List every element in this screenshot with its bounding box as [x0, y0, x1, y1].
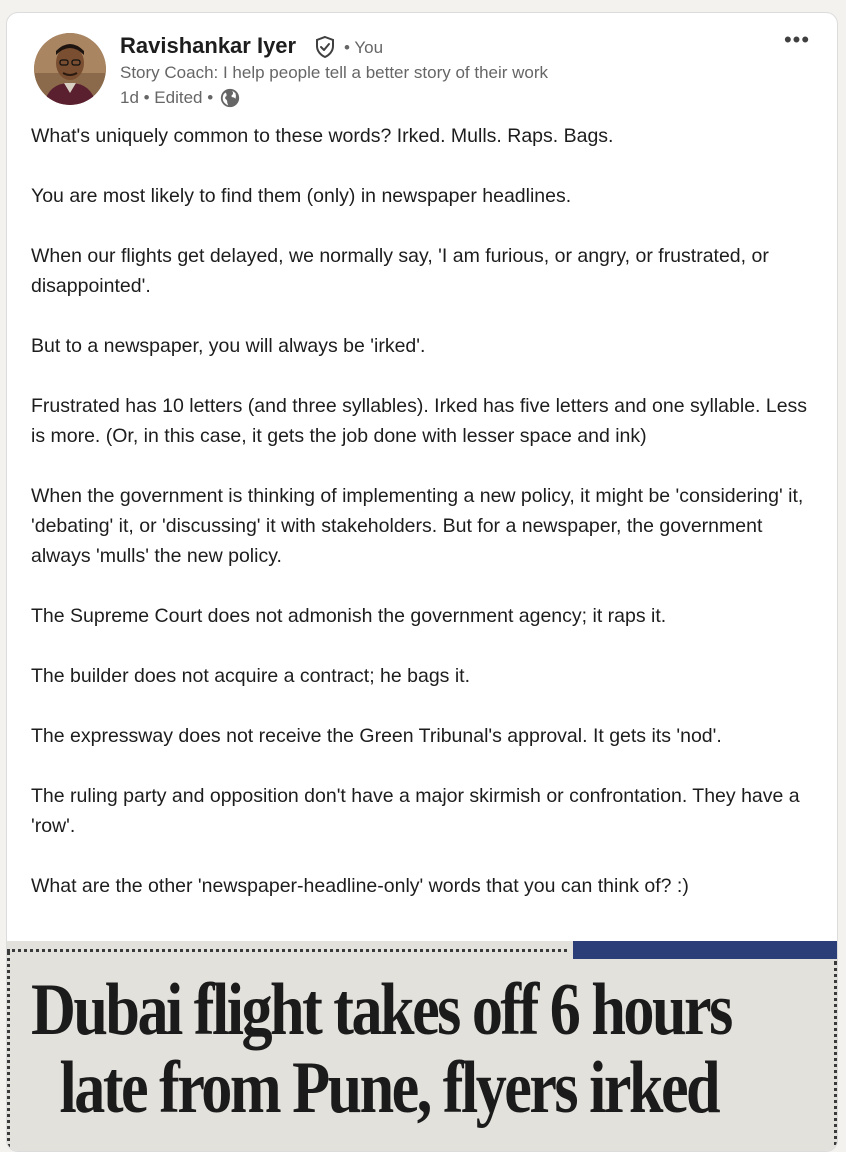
author-headline: Story Coach: I help people tell a better story of their work — [120, 63, 549, 82]
author-avatar[interactable] — [34, 33, 106, 105]
verified-shield-icon — [313, 35, 337, 59]
post-card — [6, 12, 838, 1152]
newspaper-headline-line2: late from Pune, flyers irked — [59, 1047, 719, 1129]
post-paragraph: You are most likely to find them (only) in newspaper headlines. — [31, 185, 572, 207]
post-paragraph: The expressway does not receive the Green Tribunal's approval. It gets its 'nod'. — [31, 725, 722, 747]
connection-degree: • You — [344, 38, 384, 57]
post-paragraph: When the government is thinking of implementing a new policy, it might be 'considering' it, 'debating' it, or 'discussing' it with stakeholders. But for a newspaper, the government always 'mulls' the new policy. — [31, 485, 804, 567]
newspaper-headline-line1: Dubai flight takes off 6 hours — [31, 969, 731, 1051]
author-name[interactable]: Ravishankar Iyer — [120, 33, 297, 58]
clipping-border-left — [7, 951, 10, 1152]
globe-icon — [219, 87, 241, 109]
clipping-color-band — [573, 941, 838, 959]
post-text — [31, 121, 821, 931]
post-paragraph: The ruling party and opposition don't have a major skirmish or confrontation. They have a 'row'. — [31, 785, 800, 837]
newspaper-headline — [31, 969, 731, 1129]
post-paragraph: The builder does not acquire a contract; he bags it. — [31, 665, 471, 687]
post-paragraph: The Supreme Court does not admonish the government agency; it raps it. — [31, 605, 667, 627]
post-paragraph: What are the other 'newspaper-headline-only' words that you can think of? :) — [31, 875, 689, 897]
post-paragraph: But to a newspaper, you will always be 'irked'. — [31, 335, 426, 357]
post-paragraph: What's uniquely common to these words? Irked. Mulls. Raps. Bags. — [31, 125, 614, 147]
post-meta — [120, 87, 241, 109]
post-image[interactable] — [7, 941, 838, 1152]
post-paragraph: When our flights get delayed, we normally say, 'I am furious, or angry, or frustrated, or disappointed'. — [31, 245, 769, 297]
clipping-border-right — [834, 961, 837, 1152]
clipping-border — [7, 949, 567, 952]
post-paragraph: Frustrated has 10 letters (and three syllables). Irked has five letters and one syllable. Less is more. (Or, in this case, it gets the job done with lesser space and ink) — [31, 395, 808, 447]
more-options-icon[interactable]: ••• — [783, 27, 811, 52]
post-timestamp: 1d • Edited • — [120, 88, 214, 107]
